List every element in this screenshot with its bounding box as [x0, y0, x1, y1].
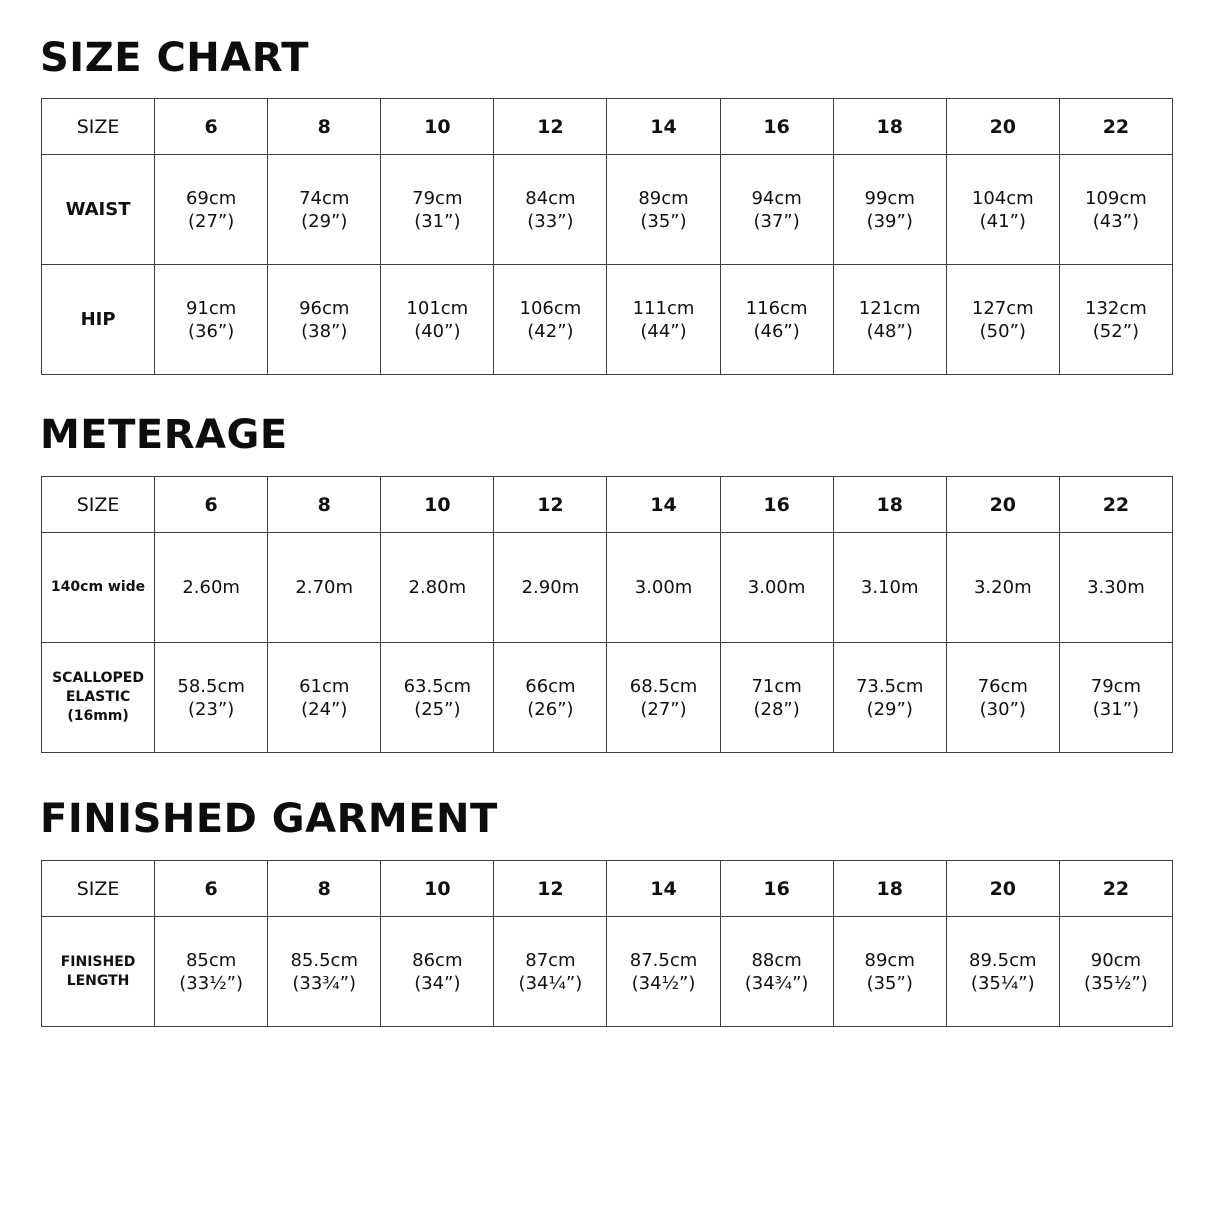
length-cell: 87cm (34¼”) — [494, 917, 607, 1027]
elastic-cell: 71cm (28”) — [720, 643, 833, 753]
elastic-cell: 76cm (30”) — [946, 643, 1059, 753]
elastic-cell: 63.5cm (25”) — [381, 643, 494, 753]
meterage-title: METERAGE — [40, 412, 288, 458]
waist-cell: 94cm (37”) — [720, 155, 833, 265]
size-18: 18 — [833, 99, 946, 155]
fabric-cell: 3.00m — [607, 533, 720, 643]
length-cell: 87.5cm (34½”) — [607, 917, 720, 1027]
hip-cell: 101cm (40”) — [381, 265, 494, 375]
meterage-table — [41, 476, 1173, 753]
size-12: 12 — [494, 477, 607, 533]
size-header-label: SIZE — [42, 477, 155, 533]
finished-garment-title: FINISHED GARMENT — [40, 796, 498, 842]
size-8: 8 — [268, 99, 381, 155]
meterage-header-row — [42, 477, 1173, 533]
length-cell: 85.5cm (33¾”) — [268, 917, 381, 1027]
fabric-width-label: 140cm wide — [42, 533, 155, 643]
size-20: 20 — [946, 99, 1059, 155]
fabric-140cm-row — [42, 533, 1173, 643]
fabric-cell: 3.00m — [720, 533, 833, 643]
waist-row — [42, 155, 1173, 265]
elastic-cell: 73.5cm (29”) — [833, 643, 946, 753]
length-cell: 85cm (33½”) — [155, 917, 268, 1027]
hip-cell: 127cm (50”) — [946, 265, 1059, 375]
size-14: 14 — [607, 99, 720, 155]
elastic-cell: 58.5cm (23”) — [155, 643, 268, 753]
size-12: 12 — [494, 861, 607, 917]
size-16: 16 — [720, 861, 833, 917]
elastic-label: SCALLOPED ELASTIC (16mm) — [42, 643, 155, 753]
size-8: 8 — [268, 861, 381, 917]
fabric-cell: 3.30m — [1059, 533, 1172, 643]
size-8: 8 — [268, 477, 381, 533]
finished-length-row — [42, 917, 1173, 1027]
waist-cell: 74cm (29”) — [268, 155, 381, 265]
size-6: 6 — [155, 477, 268, 533]
length-cell: 89.5cm (35¼”) — [946, 917, 1059, 1027]
waist-label: WAIST — [42, 155, 155, 265]
size-header-label: SIZE — [42, 861, 155, 917]
finished-length-label: FINISHED LENGTH — [42, 917, 155, 1027]
size-chart-title: SIZE CHART — [40, 35, 310, 81]
fabric-cell: 3.10m — [833, 533, 946, 643]
fabric-cell: 2.70m — [268, 533, 381, 643]
waist-cell: 104cm (41”) — [946, 155, 1059, 265]
size-22: 22 — [1059, 861, 1172, 917]
hip-cell: 111cm (44”) — [607, 265, 720, 375]
size-14: 14 — [607, 477, 720, 533]
waist-cell: 109cm (43”) — [1059, 155, 1172, 265]
hip-cell: 106cm (42”) — [494, 265, 607, 375]
size-chart-table — [41, 98, 1173, 375]
size-6: 6 — [155, 99, 268, 155]
length-cell: 90cm (35½”) — [1059, 917, 1172, 1027]
fabric-cell: 2.90m — [494, 533, 607, 643]
size-16: 16 — [720, 99, 833, 155]
elastic-cell: 66cm (26”) — [494, 643, 607, 753]
finished-header-row — [42, 861, 1173, 917]
size-10: 10 — [381, 99, 494, 155]
waist-cell: 84cm (33”) — [494, 155, 607, 265]
size-6: 6 — [155, 861, 268, 917]
size-18: 18 — [833, 477, 946, 533]
fabric-cell: 2.80m — [381, 533, 494, 643]
hip-cell: 121cm (48”) — [833, 265, 946, 375]
hip-row — [42, 265, 1173, 375]
size-22: 22 — [1059, 99, 1172, 155]
hip-cell: 96cm (38”) — [268, 265, 381, 375]
size-10: 10 — [381, 861, 494, 917]
hip-cell: 91cm (36”) — [155, 265, 268, 375]
size-20: 20 — [946, 861, 1059, 917]
fabric-cell: 2.60m — [155, 533, 268, 643]
waist-cell: 79cm (31”) — [381, 155, 494, 265]
finished-garment-table — [41, 860, 1173, 1027]
waist-cell: 99cm (39”) — [833, 155, 946, 265]
hip-label: HIP — [42, 265, 155, 375]
size-16: 16 — [720, 477, 833, 533]
elastic-cell: 68.5cm (27”) — [607, 643, 720, 753]
size-14: 14 — [607, 861, 720, 917]
size-18: 18 — [833, 861, 946, 917]
scalloped-elastic-row — [42, 643, 1173, 753]
size-22: 22 — [1059, 477, 1172, 533]
size-chart-header-row — [42, 99, 1173, 155]
elastic-cell: 79cm (31”) — [1059, 643, 1172, 753]
waist-cell: 69cm (27”) — [155, 155, 268, 265]
waist-cell: 89cm (35”) — [607, 155, 720, 265]
size-header-label: SIZE — [42, 99, 155, 155]
length-cell: 88cm (34¾”) — [720, 917, 833, 1027]
size-20: 20 — [946, 477, 1059, 533]
length-cell: 89cm (35”) — [833, 917, 946, 1027]
elastic-cell: 61cm (24”) — [268, 643, 381, 753]
hip-cell: 132cm (52”) — [1059, 265, 1172, 375]
hip-cell: 116cm (46”) — [720, 265, 833, 375]
fabric-cell: 3.20m — [946, 533, 1059, 643]
size-10: 10 — [381, 477, 494, 533]
length-cell: 86cm (34”) — [381, 917, 494, 1027]
size-12: 12 — [494, 99, 607, 155]
